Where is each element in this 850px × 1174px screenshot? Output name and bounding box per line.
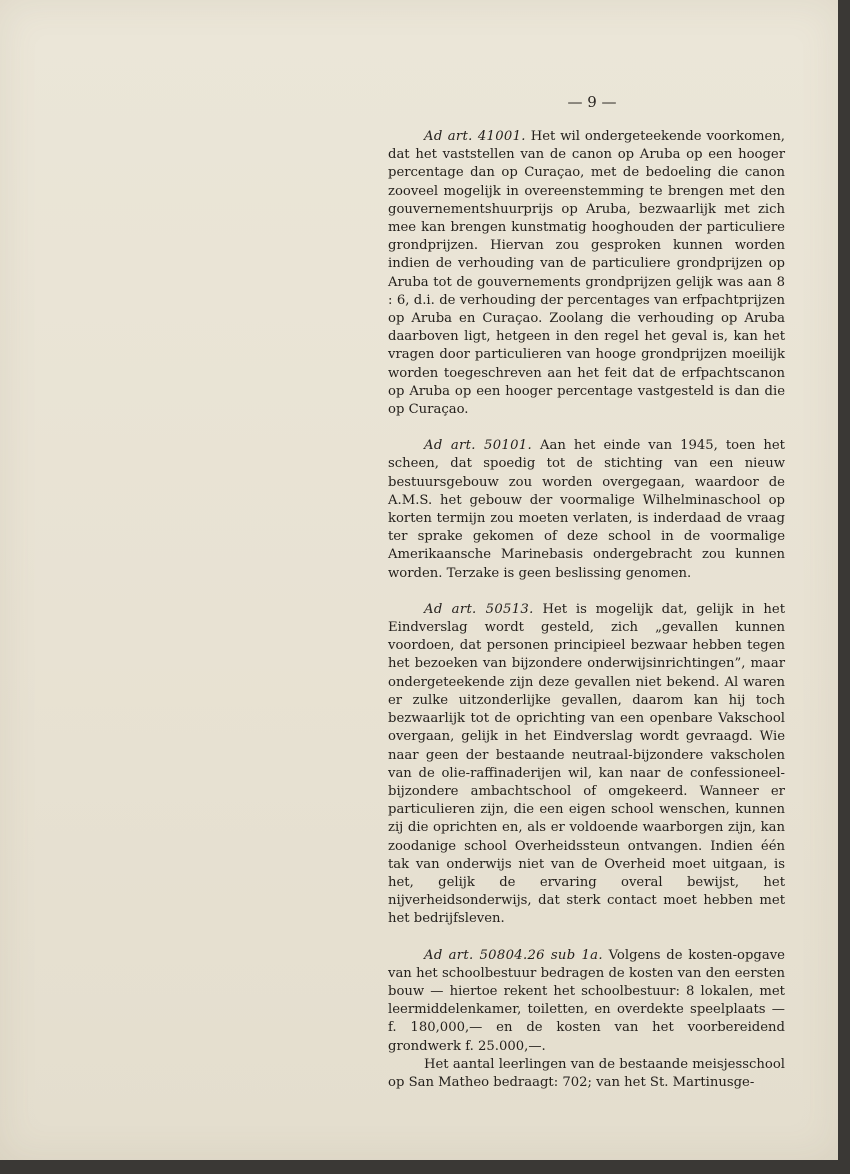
paragraph-art-5080426 [388, 947, 785, 1056]
paragraph-body: Het is mogelijk dat, gelijk in het Eindverslag wordt gesteld, zich „gevallen kunnen voordoen, dat personen principieel bezwaar hebben tegen het bezoeken van bijzondere onderwijsinrichtingen”, maar ondergeteekende zijn deze gevallen niet bekend. Al waren er zulke uitzonderlijke gevallen, daarom kan hij toch bezwaarlijk tot de oprichting van een openbare Vakschool overgaan, gelijk in het Eindverslag wordt gevraagd. Wie naar geen der bestaande neutraal-bijzondere vakscholen van de olie-raffinaderijen wil, kan naar de confessioneel-bijzondere ambachtschool of omgekeerd. Wanneer er particulieren zijn, die een eigen school wenschen, kunnen zij die oprichten en, als er voldoende waarborgen zijn, kan zoodanige school Overheidssteun ontvangen. Indien één tak van onderwijs niet van de Overheid moet uitgaan, is het, gelijk de ervaring overal bewijst, het nijverheidsonderwijs, dat sterk contact moet hebben met het bedrijfsleven. [388, 601, 785, 927]
page-number: — 9 — [567, 93, 617, 111]
paragraph-art-50101 [388, 437, 785, 583]
paragraph-art-41001 [388, 128, 785, 419]
article-reference: Ad art. 50101. [424, 438, 532, 454]
text-column [388, 128, 785, 1092]
paragraph-leerlingen [388, 1056, 785, 1092]
paragraph-art-50513 [388, 601, 785, 929]
paragraph-body: Het aantal leerlingen van de bestaande meisjesschool op San Matheo bedraagt: 702; van het St. Martinusge- [388, 1056, 785, 1090]
paragraph-body: Het wil ondergeteekende voorkomen, dat het vaststellen van de canon op Aruba op een hooger percentage dan op Curaçao, met de bedoeling die canon zooveel mogelijk in overeenstemming te brengen met den gouvernementshuurprijs op Aruba, bezwaarlijk met zich mee kan brengen kunstmatig hooghouden der particuliere grondprijzen. Hiervan zou gesproken kunnen worden indien de verhouding van de particuliere grondprijzen op Aruba tot de gouvernements grondprijzen gelijk was aan 8 : 6, d.i. de verhouding der percentages van erfpachtprijzen op Aruba en Curaçao. Zoolang die verhouding op Aruba daarboven ligt, hetgeen in den regel het geval is, kan het vragen door particulieren van hooge grondprijzen moeilijk worden toegeschreven aan het feit dat de erfpachtscanon op Aruba op een hooger percentage vastgesteld is dan die op Curaçao. [388, 129, 786, 418]
paragraph-body: Volgens de kosten-opgave van het schoolbestuur bedragen de kosten van den eersten bouw — hiertoe rekent het schoolbestuur: 8 lokalen, met leermiddelenkamer, toiletten, en overdekte speelplaats — f. 180,000,— en de kosten van het voorbereidend grondwerk f. 25.000,—. [388, 947, 785, 1054]
paragraph-gap [388, 583, 785, 601]
paragraph-gap [388, 929, 785, 947]
paragraph-body: Aan het einde van 1945, toen het scheen, dat spoedig tot de stichting van een nieuw bestuursgebouw zou worden overgegaan, waardoor de A.M.S. het gebouw der voormalige Wilhelminaschool op korten termijn zou moeten verlaten, is inderdaad de vraag ter sprake gekomen of deze school in de voormalige Amerikaansche Marinebasis ondergebracht zou kunnen worden. Terzake is geen beslissing genomen. [388, 438, 785, 581]
paragraph-gap [388, 419, 785, 437]
article-reference: Ad art. 41001. [424, 129, 526, 144]
article-reference: Ad art. 50804.26 sub 1a. [424, 947, 603, 963]
article-reference: Ad art. 50513. [424, 601, 534, 617]
